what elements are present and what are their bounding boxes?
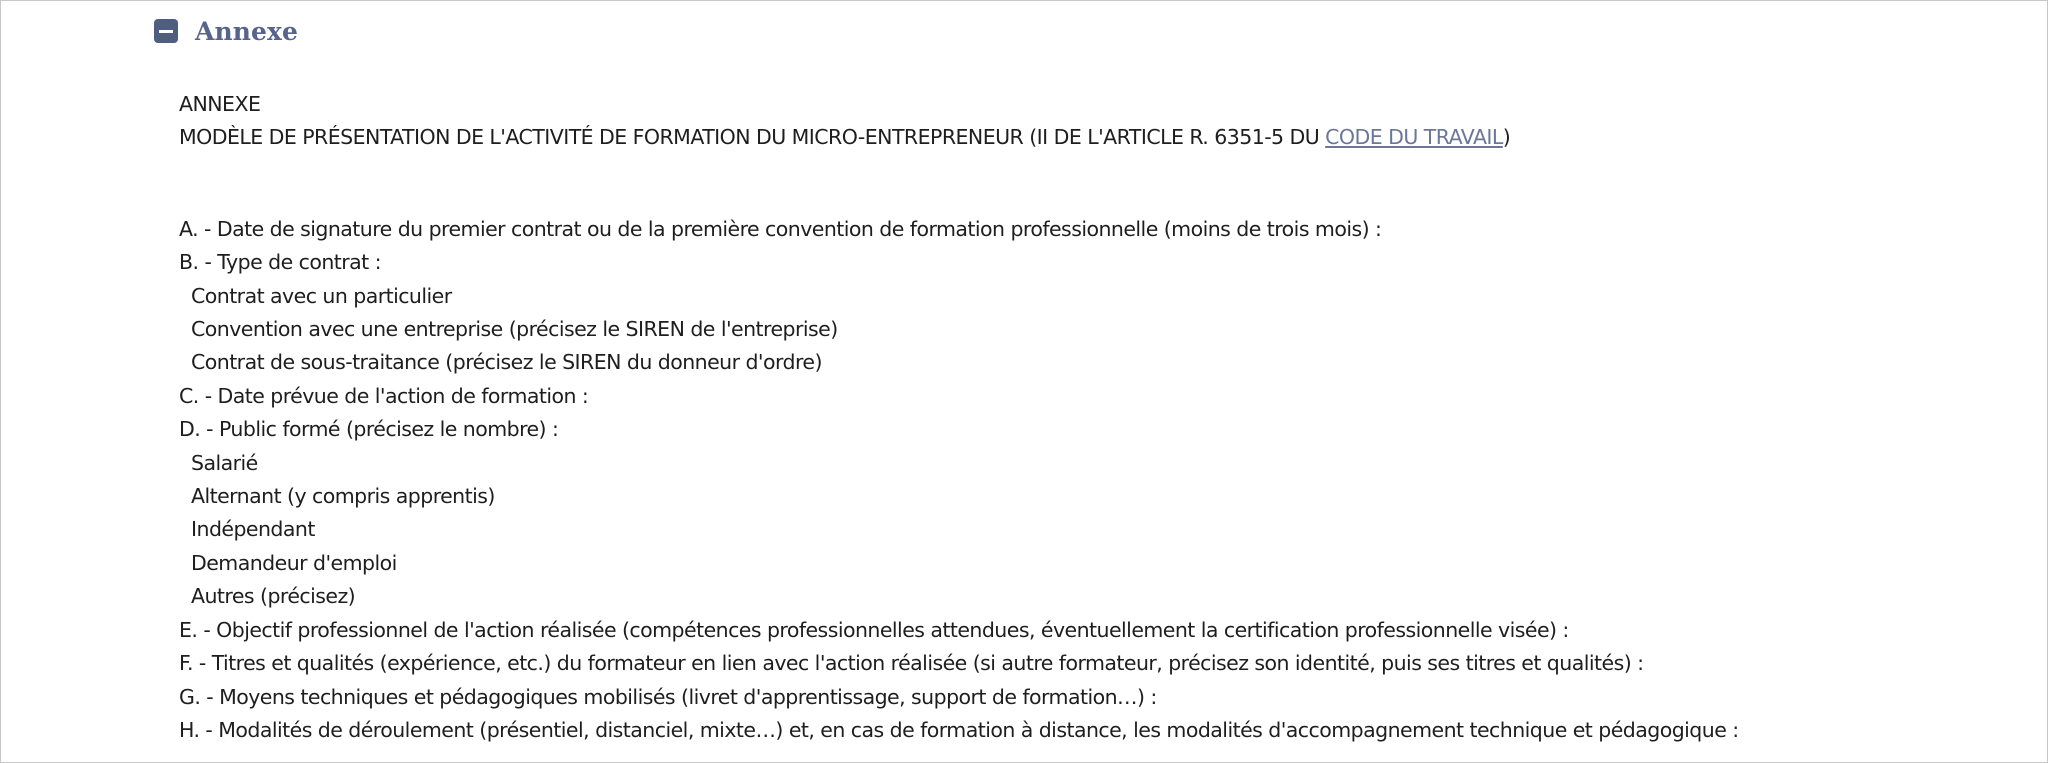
- item-d-option: Demandeur d'emploi: [191, 550, 397, 575]
- item-b-option: Contrat de sous-traitance (précisez le SIREN du donneur d'ordre): [191, 350, 822, 375]
- annexe-content: [179, 88, 2029, 747]
- item-g: G. - Moyens techniques et pédagogiques mobilisés (livret d'apprentissage, support de formation…) :: [179, 684, 1157, 709]
- section-title: Annexe: [195, 16, 299, 46]
- subheading-close: ): [1502, 125, 1511, 150]
- collapse-minus-icon[interactable]: [154, 19, 178, 43]
- code-du-travail-link[interactable]: CODE DU TRAVAIL: [1325, 125, 1503, 150]
- item-c: C. - Date prévue de l'action de formation :: [179, 383, 589, 408]
- item-b-option: Convention avec une entreprise (précisez le SIREN de l'entreprise): [191, 317, 838, 342]
- item-d: D. - Public formé (précisez le nombre) :: [179, 417, 559, 442]
- item-d-option: Autres (précisez): [191, 584, 356, 609]
- item-d-option: Salarié: [191, 450, 258, 475]
- item-b-option: Contrat avec un particulier: [191, 283, 452, 308]
- item-f: F. - Titres et qualités (expérience, etc.) du formateur en lien avec l'action réalisée (si autre formateur, précisez son identité, puis ses titres et qualités) :: [179, 651, 1644, 676]
- item-d-option: Indépendant: [191, 517, 315, 542]
- item-e: E. - Objectif professionnel de l'action réalisée (compétences professionnelles attendues, éventuellement la certification professionnelle visée) :: [179, 617, 1569, 642]
- item-b: B. - Type de contrat :: [179, 250, 381, 275]
- annexe-subheading: [179, 121, 2029, 154]
- item-d-option: Alternant (y compris apprentis): [191, 484, 495, 509]
- annexe-heading: ANNEXE: [179, 92, 261, 116]
- subheading-text: MODÈLE DE PRÉSENTATION DE L'ACTIVITÉ DE FORMATION DU MICRO-ENTREPRENEUR (II DE L'ARTICLE R. 6351-5 DU: [179, 125, 1326, 150]
- spacer: [179, 155, 2029, 213]
- item-h: H. - Modalités de déroulement (présentiel, distanciel, mixte…) et, en cas de formation à distance, les modalités d'accompagnement technique et pédagogique :: [179, 717, 1739, 742]
- item-a: A. - Date de signature du premier contrat ou de la première convention de formation professionnelle (moins de trois mois) :: [179, 216, 1382, 241]
- section-header-annexe[interactable]: [154, 14, 298, 48]
